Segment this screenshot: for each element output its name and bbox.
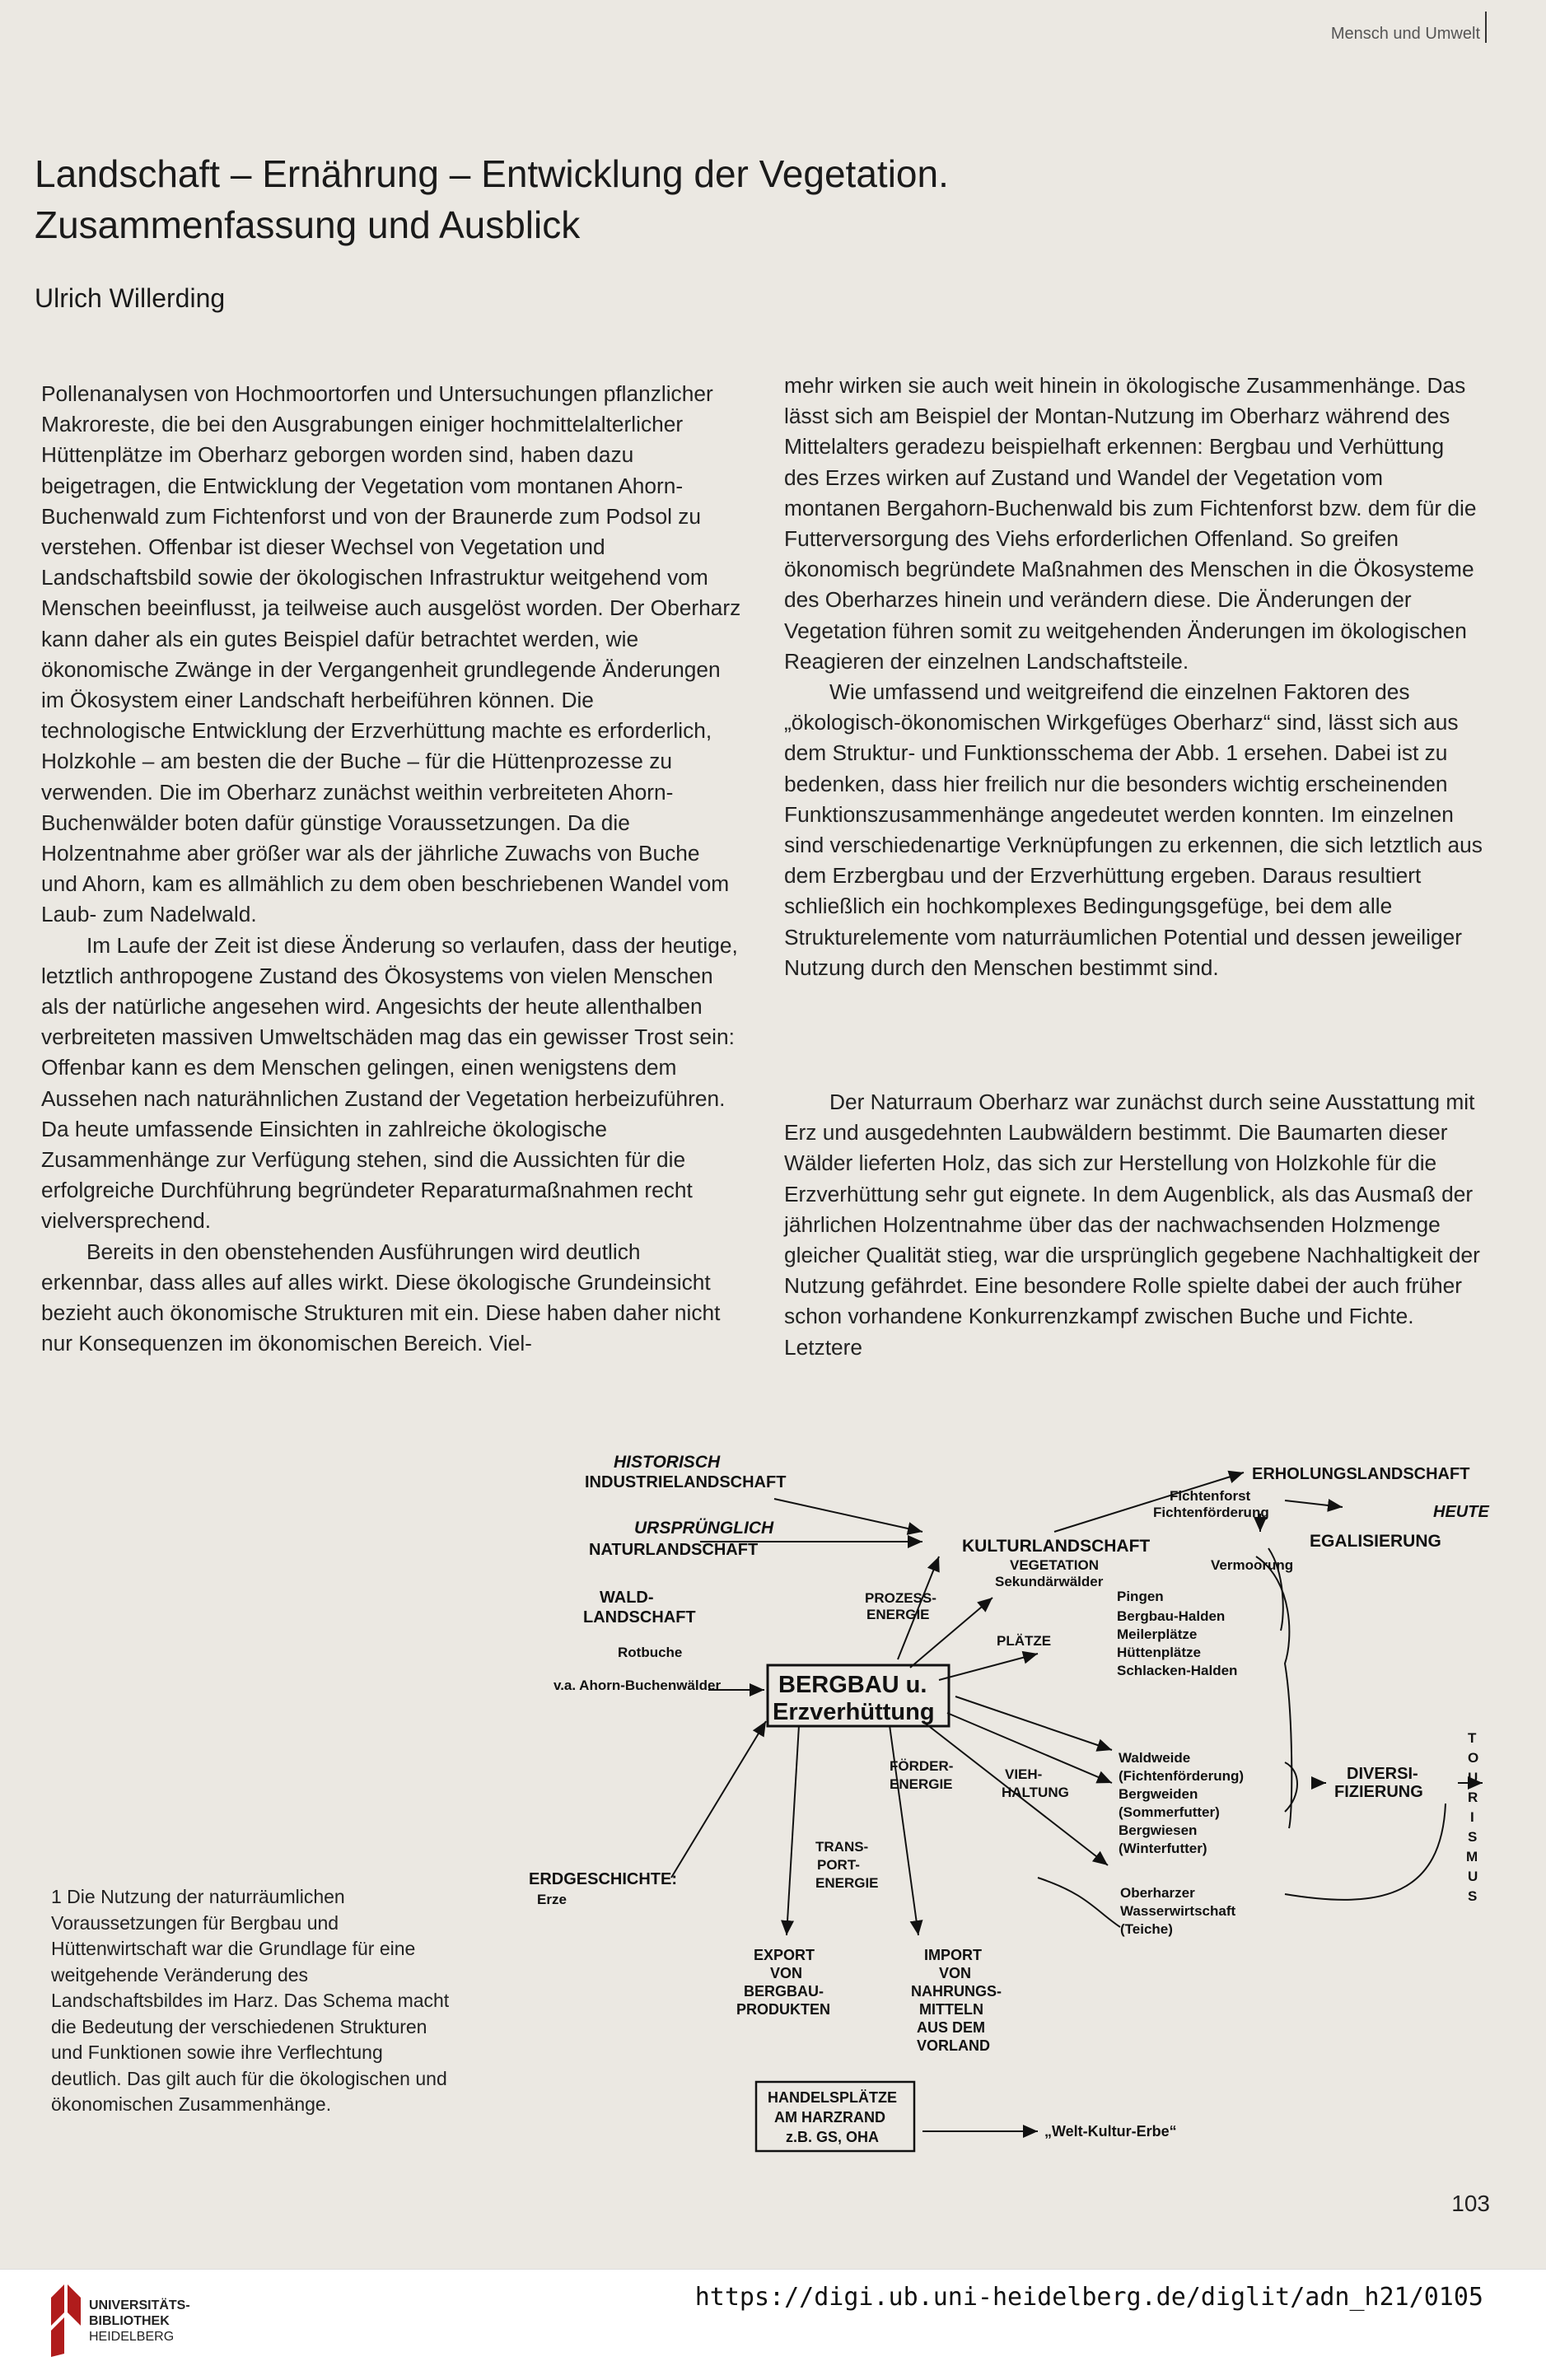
fichtenfoerderung-label: Fichtenförderung: [1153, 1505, 1269, 1520]
heute-label: HEUTE: [1433, 1503, 1489, 1521]
library-logo-icon[interactable]: [48, 2280, 84, 2359]
import-line: VORLAND: [917, 2037, 990, 2054]
tourismus-letter: I: [1470, 1809, 1474, 1825]
fichtenforst-label: Fichtenforst: [1170, 1488, 1251, 1504]
schlacken-halden-label: Schlacken-Halden: [1117, 1663, 1238, 1678]
prozessenergie-label: ENERGIE: [866, 1607, 930, 1622]
meilerplaetze-label: Meilerplätze: [1117, 1626, 1198, 1642]
bergwiesen-note: (Winterfutter): [1119, 1841, 1207, 1856]
export-line: EXPORT: [754, 1947, 815, 1963]
erholungslandschaft-label: ERHOLUNGSLANDSCHAFT: [1252, 1465, 1470, 1483]
bergbau-halden-label: Bergbau-Halden: [1117, 1608, 1226, 1624]
tourismus-letter: M: [1466, 1849, 1478, 1864]
egalisierung-label: EGALISIERUNG: [1310, 1532, 1441, 1551]
import-line: AUS DEM: [917, 2019, 986, 2036]
handelsplaetze-line: HANDELSPLÄTZE: [768, 2089, 897, 2106]
bergbau-label: BERGBAU u.: [778, 1672, 927, 1698]
bergwiesen-label: Bergwiesen: [1119, 1822, 1198, 1838]
export-line: PRODUKTEN: [736, 2001, 831, 2018]
erzverhuettung-label: Erzverhüttung: [773, 1699, 935, 1725]
sekundaerwaelder-label: Sekundärwälder: [995, 1574, 1104, 1589]
port-label: PORT-: [817, 1857, 860, 1873]
paragraph: Pollenanalysen von Hochmoortorfen und Untersuchungen pflanzlicher Makroreste, die bei den Ausgrabungen einiger hochmittelalterlicher Hüttenplätze im Oberharz geborgen worden sind, haben dazu beigetragen, die Entwicklung der Vegetation vom montanen Ahorn-Buchenwald zum Fichtenforst und von der Braunerde zum Podsol zu verstehen. Offenbar ist dieser Wechsel von Vegetation und Landschaftsbild sowie der ökologischen Infrastruktur weitgehend vom Menschen beeinflusst, ja teilweise auch ausgelöst worden. Der Oberharz kann daher als ein gutes Beispiel dafür betrachtet werden, wie ökonomische Zwänge in der Vergangenheit grundlegende Änderungen im Ökosystem einer Landschaft herbeiführen können. Die technologische Entwicklung der Erzverhüttung machte es erforderlich, Holzkohle – am besten die der Buche – für die Hüttenprozesse zu verwenden. Die im Oberharz zunächst weithin verbreiteten Ahorn-Buchenwälder boten dafür günstige Voraussetzungen. Da die Holzentnahme aber größer war als der jährliche Zuwachs von Buche und Ahorn, kam es allmählich zu dem oben beschriebenen Wandel vom Laub- zum Nadelwald.: [41, 381, 741, 927]
export-line: BERGBAU-: [744, 1983, 824, 2000]
erze-label: Erze: [537, 1892, 567, 1907]
logo-line-1: UNIVERSITÄTS-: [89, 2298, 190, 2312]
right-column: [784, 371, 1484, 983]
tourismus-letter: S: [1468, 1829, 1478, 1845]
historisch-label: HISTORISCH: [614, 1453, 721, 1472]
transportenergie-label: ENERGIE: [815, 1875, 879, 1891]
tourismus-letter: T: [1468, 1730, 1477, 1746]
vegetation-label: VEGETATION: [1010, 1557, 1099, 1573]
urspruenglich-label: URSPRÜNGLICH: [634, 1519, 774, 1538]
running-head: Mensch und Umwelt: [1330, 25, 1480, 43]
kulturlandschaft-label: KULTURLANDSCHAFT: [962, 1537, 1151, 1556]
title-line-1: Landschaft – Ernährung – Entwicklung der Vegetation.: [35, 152, 949, 195]
bergweiden-note: (Sommerfutter): [1119, 1804, 1220, 1820]
bergweiden-label: Bergweiden: [1119, 1786, 1198, 1802]
export-block: [736, 1947, 830, 2018]
erdgeschichte-label: ERDGESCHICHTE:: [529, 1870, 678, 1888]
right-column-lower: [784, 1087, 1484, 1363]
wasserwirtschaft-label-1: Oberharzer: [1120, 1885, 1195, 1901]
pingen-label: Pingen: [1117, 1589, 1164, 1604]
diversifizierung-label-1: DIVERSI-: [1347, 1765, 1418, 1783]
vermoorung-label: Vermoorung: [1211, 1557, 1294, 1573]
running-head-rule: [1485, 12, 1487, 43]
import-line: VON: [939, 1965, 972, 1981]
welt-kultur-erbe-label: „Welt-Kultur-Erbe“: [1044, 2123, 1177, 2140]
tourismus-letter: R: [1468, 1790, 1478, 1805]
left-column: [41, 379, 741, 1360]
waldweide-note: (Fichtenförderung): [1119, 1768, 1245, 1784]
trans-label: TRANS-: [815, 1839, 869, 1855]
handelsplaetze-line: AM HARZRAND: [774, 2109, 885, 2126]
paragraph: Der Naturraum Oberharz war zunächst durch seine Ausstattung mit Erz und ausgedehnten Laubwäldern bestimmt. Die Baumarten dieser Wälder lieferten Holz, das sich zur Herstellung von Holzkohle für die Erzverhüttung sehr gut eignete. In dem Augenblick, als das Ausmaß der jährlichen Holzentnahme über das der nachwachsenden Holzmenge gleicher Qualität stieg, war die ursprünglich gegebene Nachhaltigkeit der Nutzung gefährdet. Eine besondere Rolle spielte dabei der auch früher schon vorhandene Konkurrenzkampf zwischen Buche und Fichte. Letztere: [784, 1090, 1480, 1360]
tourismus-vertical: [1466, 1730, 1478, 1904]
structure-function-diagram: [461, 1449, 1507, 2174]
wald-label: WALD-: [600, 1589, 654, 1607]
vieh-label: VIEH-: [1005, 1766, 1043, 1782]
rotbuche-label: Rotbuche: [618, 1645, 683, 1660]
article-title: [35, 148, 1105, 250]
wasserwirtschaft-label-3: (Teiche): [1120, 1921, 1173, 1937]
tourismus-letter: S: [1468, 1888, 1478, 1904]
source-url[interactable]: https://digi.ub.uni-heidelberg.de/diglit/adn_h21/0105: [694, 2283, 1483, 2312]
export-line: VON: [770, 1965, 803, 1981]
figure-caption: 1 Die Nutzung der naturräumlichen Voraussetzungen für Bergbau und Hüttenwirtschaft war die Grundlage für eine weitgehende Veränderung des Landschaftsbildes im Harz. Das Schema macht die Bedeutung der verschiedenen Strukturen und Funktionen sowie ihre Verflechtung deutlich. Das gilt auch für die ökologischen und ökonomischen Zusammenhänge.: [51, 1886, 450, 2115]
paragraph: mehr wirken sie auch weit hinein in ökologische Zusammenhänge. Das lässt sich am Beispiel der Montan-Nutzung im Oberharz während des Mittelalters geradezu beispielhaft erkennen: Bergbau und Verhüttung des Erzes wirken auf Zustand und Wandel der Vegetation vom montanen Bergahorn-Buchenwald bis zum Fichtenforst bzw. dem für die Futterversorgung des Viehs erforderlichen Offenland. So greifen ökonomisch begründete Maßnahmen des Menschen in die Ökosysteme des Oberharzes hinein und verändern diese. Die Änderungen der Vegetation führen somit zu weitgehenden Änderungen im ökologischen Reagieren der einzelnen Landschaftsteile.: [784, 373, 1477, 674]
author: Ulrich Willerding: [35, 283, 226, 313]
tourismus-letter: U: [1468, 1770, 1478, 1785]
plaetze-label: PLÄTZE: [997, 1633, 1052, 1649]
landschaft-label: LANDSCHAFT: [583, 1608, 696, 1626]
prozess-label: PROZESS-: [865, 1590, 936, 1606]
import-block: [911, 1947, 1002, 2054]
diversifizierung-label-2: FIZIERUNG: [1334, 1783, 1423, 1801]
tourismus-letter: O: [1468, 1750, 1479, 1766]
paragraph: Wie umfassend und weitgreifend die einzelnen Faktoren des „ökologisch-ökonomischen Wirkgefüges Oberharz“ sind, lässt sich aus dem Struktur- und Funktionsschema der Abb. 1 ersehen. Dabei ist zu bedenken, dass hier freilich nur die besonders wichtig erscheinenden Funktionszusammenhänge angedeutet werden konnten. Im einzelnen sind verschiedenartige Verknüpfungen zu erkennen, die sich letztlich aus dem Erzbergbau und der Erzverhüttung ergeben. Daraus resultiert schließlich ein hochkomplexes Bedingungsgefüge, bei dem alle Strukturelemente vom naturräumlichen Potential und dessen jeweiliger Nutzung durch den Menschen bestimmt sind.: [784, 679, 1483, 980]
title-line-2: Zusammenfassung und Ausblick: [35, 203, 581, 246]
wasserwirtschaft-label-2: Wasserwirtschaft: [1120, 1903, 1236, 1919]
waldweide-label: Waldweide: [1119, 1750, 1191, 1766]
import-line: IMPORT: [924, 1947, 982, 1963]
import-line: NAHRUNGS-: [911, 1983, 1002, 2000]
foerderenergie-label: ENERGIE: [890, 1776, 953, 1792]
tourismus-letter: U: [1468, 1869, 1478, 1884]
paragraph: Bereits in den obenstehenden Ausführungen wird deutlich erkennbar, dass alles auf alles wirkt. Diese ökologische Grundeinsicht bezieht auch ökonomische Strukturen mit ein. Diese haben daher nicht nur Konsequenzen im ökonomischen Bereich. Viel-: [41, 1239, 721, 1356]
logo-line-2: BIBLIOTHEK: [89, 2314, 170, 2328]
paragraph: Im Laufe der Zeit ist diese Änderung so verlaufen, dass der heutige, letztlich anthropogene Zustand des Ökosystems von vielen Menschen als der natürliche angesehen wird. Angesichts der heute allenthalben verbreiteten massiven Umweltschäden mag das ein gewisser Trost sein: Offenbar kann es dem Menschen gelingen, einen wenigstens dem Aussehen nach naturähnlichen Zustand der Vegetation herbeizuführen. Da heute umfassende Einsichten in zahlreiche ökologische Zusammenhänge zur Verfügung stehen, sind die Aussichten für die erfolgreiche Durchführung begründeter Reparaturmaßnahmen recht vielversprechend.: [41, 932, 738, 1234]
library-logo-text[interactable]: [89, 2298, 190, 2345]
ahorn-buchenwaelder-label: v.a. Ahorn-Buchenwälder: [553, 1678, 722, 1693]
page-number: 103: [1451, 2191, 1490, 2216]
foerder-label: FÖRDER-: [890, 1758, 954, 1774]
huettenplaetze-label: Hüttenplätze: [1117, 1645, 1201, 1660]
naturlandschaft-label: NATURLANDSCHAFT: [589, 1541, 759, 1559]
handelsplaetze-line: z.B. GS, OHA: [786, 2129, 880, 2145]
logo-line-3: HEIDELBERG: [89, 2330, 175, 2344]
haltung-label: HALTUNG: [1002, 1785, 1069, 1800]
import-line: MITTELN: [919, 2001, 983, 2018]
industrielandschaft-label: INDUSTRIELANDSCHAFT: [585, 1473, 787, 1491]
